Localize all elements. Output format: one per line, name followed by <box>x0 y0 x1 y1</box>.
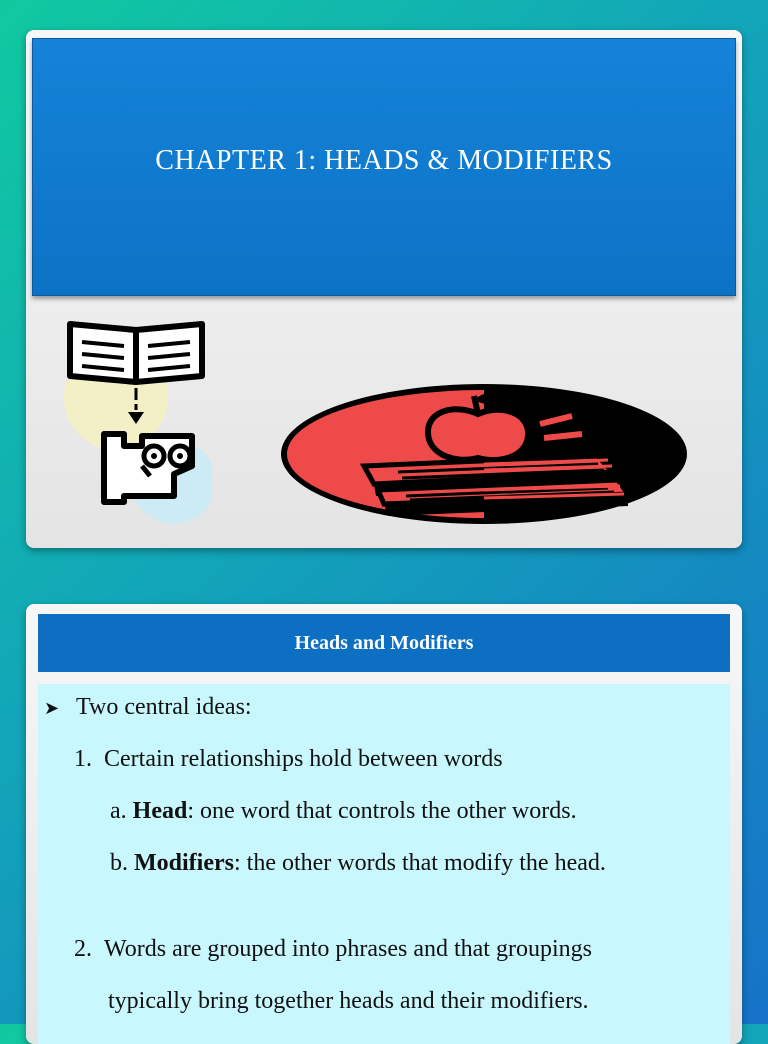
item-number: 1. <box>74 746 92 772</box>
books-apple-clipart-icon <box>278 380 690 528</box>
slide-header <box>38 614 730 672</box>
sub-item-a <box>110 798 577 825</box>
term-head: Head <box>132 798 188 824</box>
arrow-bullet-icon: ➤ <box>44 698 60 718</box>
item-number: 2. <box>74 936 92 962</box>
sub-letter: b. <box>110 850 128 876</box>
definition-head: : one word that controls the other words. <box>187 798 577 824</box>
slide-heading: Heads and Modifiers <box>294 631 474 654</box>
list-item-1 <box>74 746 503 773</box>
term-modifiers: Modifiers <box>134 850 234 876</box>
list-item-2-continued: typically bring together heads and their modifiers. <box>108 988 589 1014</box>
title-band <box>32 38 736 296</box>
reader-clipart-icon <box>62 316 212 526</box>
definition-modifiers: : the other words that modify the head. <box>233 850 606 876</box>
title-slide <box>26 30 742 548</box>
slide-title: CHAPTER 1: HEADS & MODIFIERS <box>155 145 613 176</box>
list-item-2 <box>74 936 592 963</box>
intro-text: Two central ideas: <box>76 694 252 720</box>
item-text: Words are grouped into phrases and that groupings <box>104 936 592 962</box>
sub-letter: a. <box>110 798 127 824</box>
sub-item-b <box>110 850 606 877</box>
content-area <box>38 684 730 1044</box>
item-text: Certain relationships hold between words <box>104 746 503 772</box>
content-slide <box>26 604 742 1044</box>
